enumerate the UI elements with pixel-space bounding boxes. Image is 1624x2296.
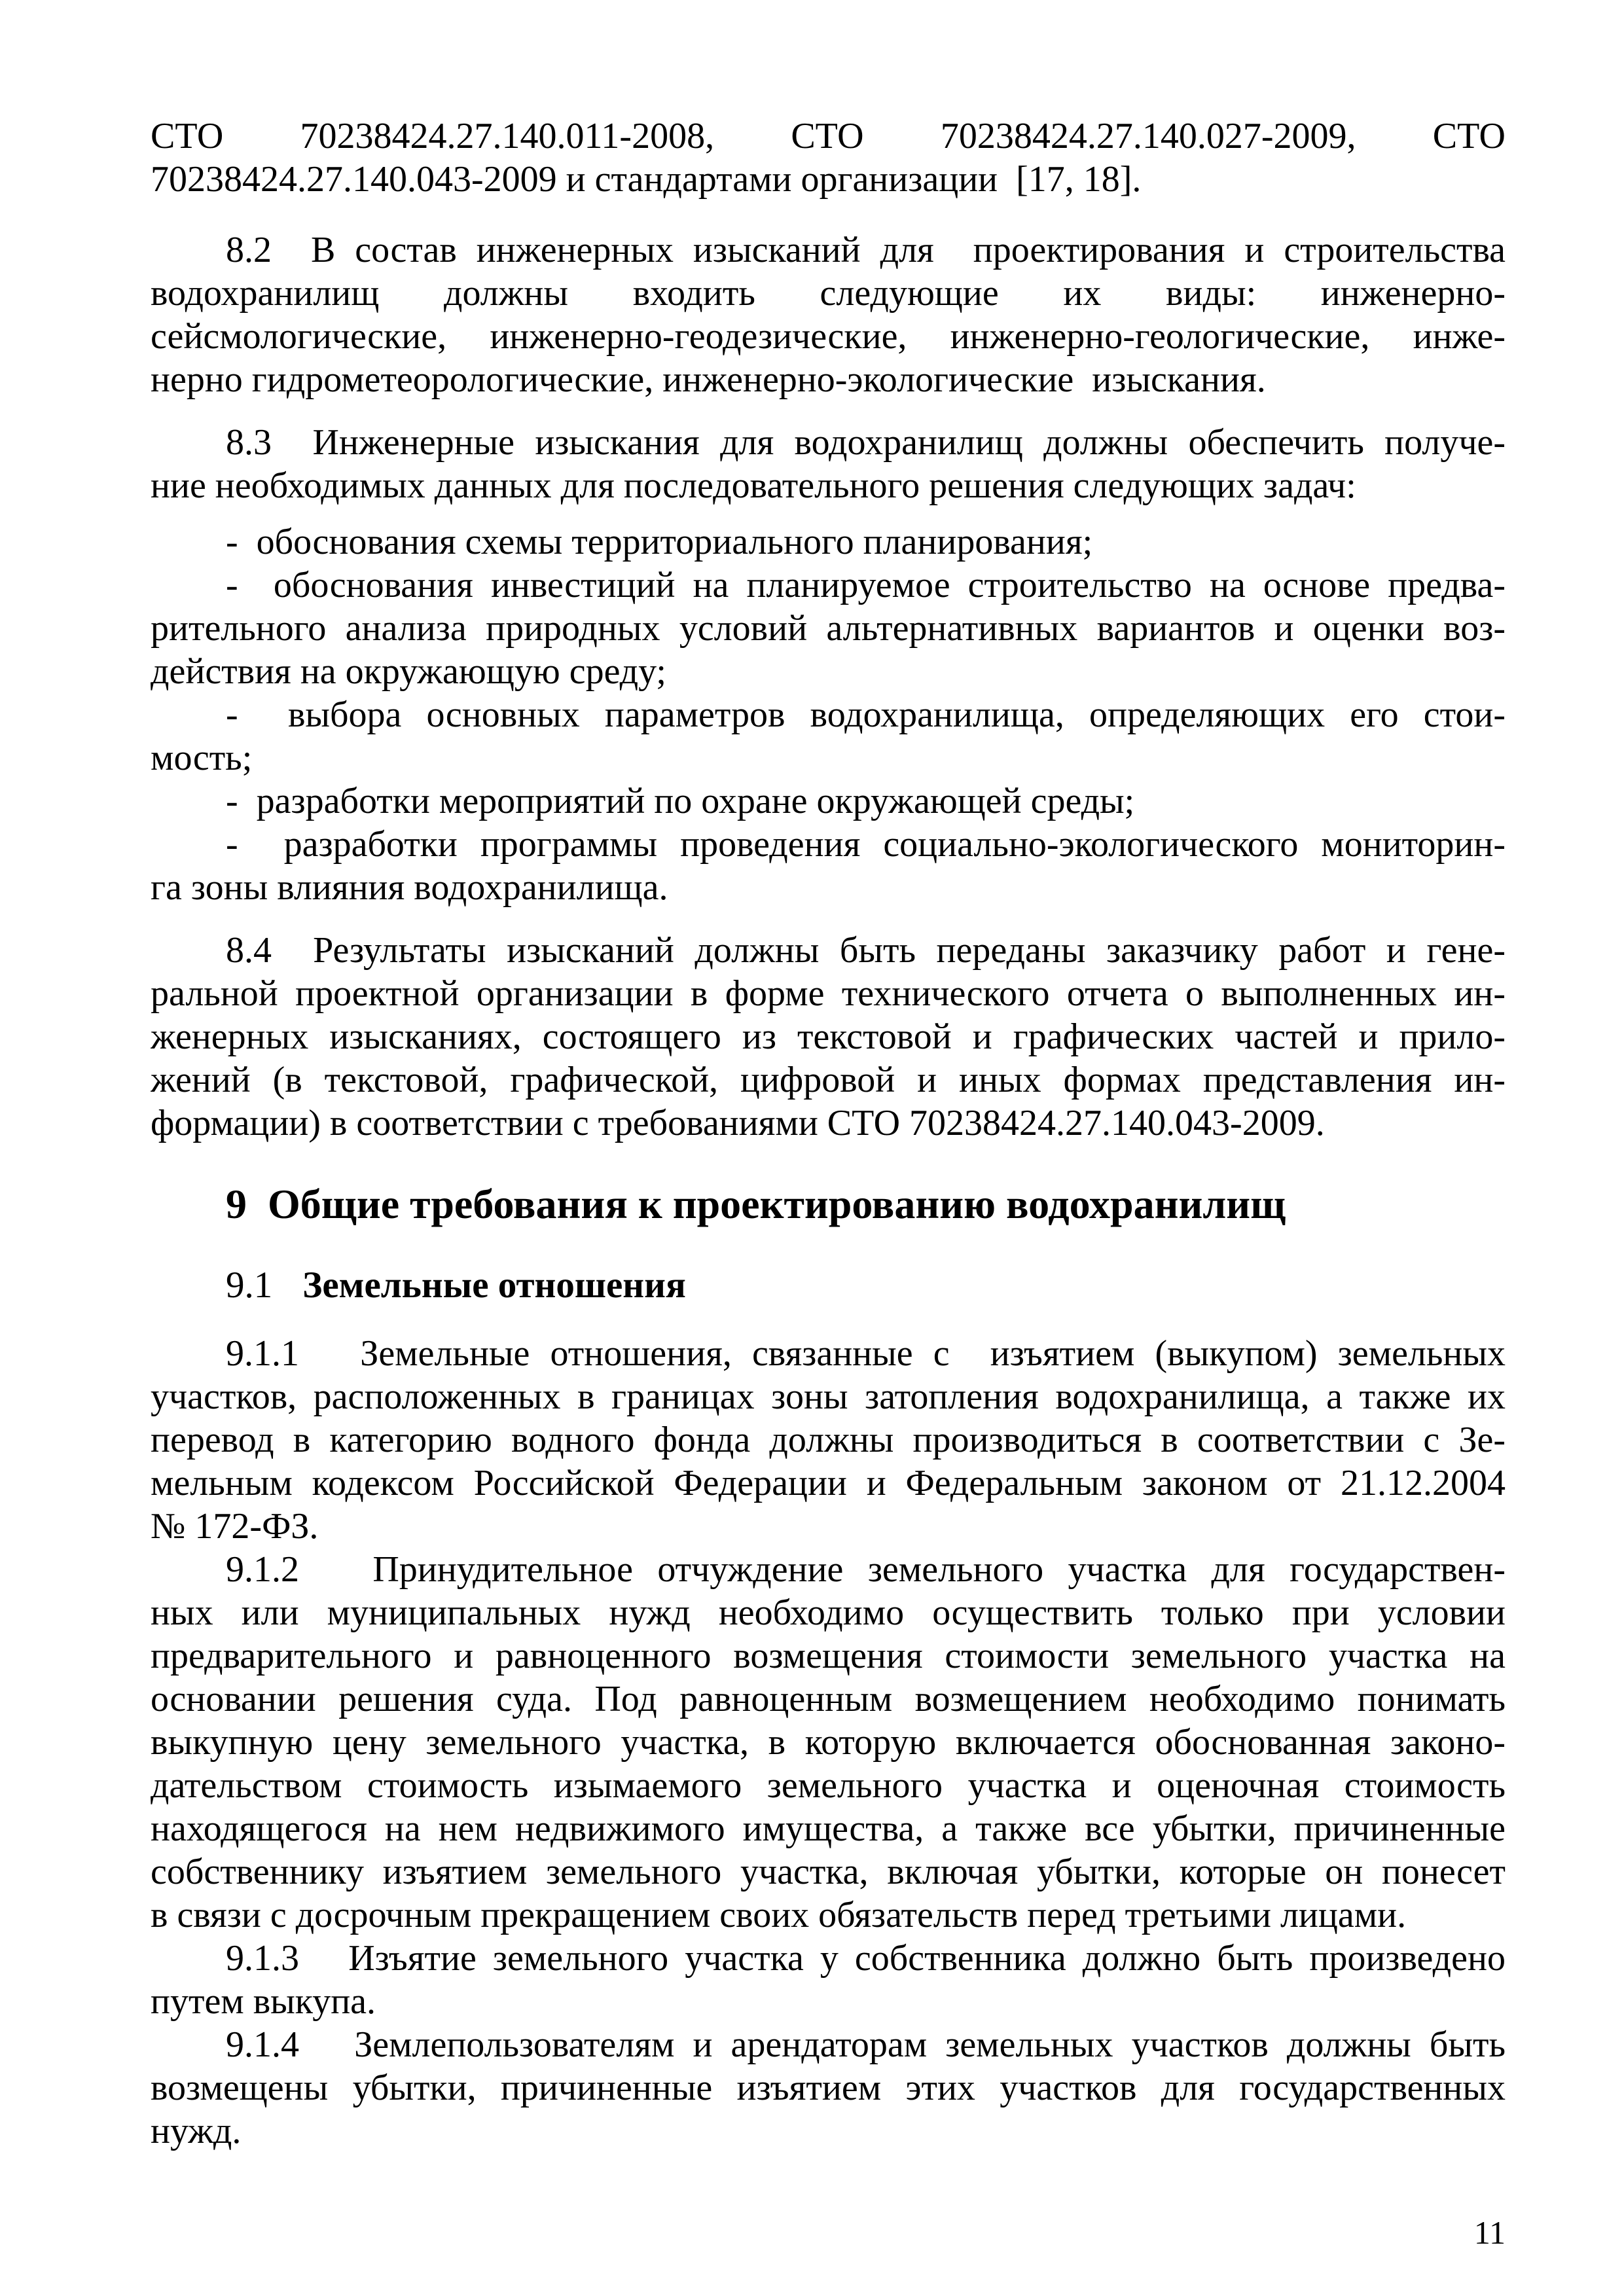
para-sto-references xyxy=(151,115,1506,201)
text-line: 8.3 Инженерные изыскания для водохранилищ должны обеспечить получе- xyxy=(226,422,1506,463)
list-item-reservoir-parameters xyxy=(151,693,1506,780)
section-9-1-heading xyxy=(151,1263,1506,1308)
text-line: женерных изысканиях, состоящего из текстовой и графических частей и прило- xyxy=(151,1016,1506,1057)
para-8-2 xyxy=(151,228,1506,401)
text-line: участков, расположенных в границах зоны затопления водохранилища, а также их xyxy=(151,1376,1506,1417)
para-8-4 xyxy=(151,929,1506,1145)
text-line: перевод в категорию водного фонда должны производиться в соответствии с Зе- xyxy=(151,1420,1506,1460)
text-line: жений (в текстовой, графической, цифровой и иных формах представления ин- xyxy=(151,1060,1506,1100)
text-line: ральной проектной организации в форме технического отчета о выполненных ин- xyxy=(151,973,1506,1014)
para-8-3 xyxy=(151,421,1506,507)
text-line: 70238424.27.140.043-2009 и стандартами организации [17, 18]. xyxy=(151,159,1142,200)
text-line: возмещены убытки, причиненные изъятием этих участков для государственных xyxy=(151,2068,1506,2108)
text-line: сейсмологические, инженерно-геодезические, инженерно-геологические, инже- xyxy=(151,316,1506,357)
text-line: действия на окружающую среду; xyxy=(151,651,666,692)
text-line: выкупную цену земельного участка, в которую включается обоснованная законо- xyxy=(151,1722,1506,1763)
text-line: нужд. xyxy=(151,2111,242,2151)
text-line: СТО 70238424.27.140.011-2008, СТО 70238424.27.140.027-2009, СТО xyxy=(151,116,1506,156)
text-line: собственнику изъятием земельного участка, включая убытки, которые он понесет xyxy=(151,1852,1506,1892)
text-line: формации) в соответствии с требованиями СТО 70238424.27.140.043-2009. xyxy=(151,1103,1325,1143)
text-line: мельным кодексом Российской Федерации и Федеральным законом от 21.12.2004 xyxy=(151,1463,1506,1503)
text-line: - обоснования схемы территориального планирования; xyxy=(226,522,1093,562)
text-line: 8.4 Результаты изысканий должны быть переданы заказчику работ и гене- xyxy=(226,930,1506,971)
list-item-investments xyxy=(151,564,1506,693)
text-line: рительного анализа природных условий альтернативных вариантов и оценки воз- xyxy=(151,608,1506,649)
page-number: 11 xyxy=(1473,2214,1506,2251)
para-9-1-3 xyxy=(151,1937,1506,2023)
text-line: водохранилищ должны входить следующие их виды: инженерно- xyxy=(151,273,1506,314)
para-9-1-4 xyxy=(151,2023,1506,2153)
section-number: 9.1 xyxy=(226,1265,273,1306)
text-line: ных или муниципальных нужд необходимо осуществить только при условии xyxy=(151,1592,1506,1633)
para-9-1-1 xyxy=(151,1332,1506,1548)
text-line: предварительного и равноценного возмещения стоимости земельного участка на xyxy=(151,1636,1506,1676)
section-9-heading: 9 Общие требования к проектированию водохранилищ xyxy=(226,1181,1286,1227)
para-9-1-2 xyxy=(151,1548,1506,1937)
text-line: - выбора основных параметров водохранилища, определяющих его стои- xyxy=(226,694,1506,735)
text-line: ние необходимых данных для последовательного решения следующих задач: xyxy=(151,465,1356,506)
list-item-environment-protection xyxy=(151,780,1506,823)
list-item-territorial-planning xyxy=(151,520,1506,564)
text-line: находящегося на нем недвижимого имущества, а также все убытки, причиненные xyxy=(151,1808,1506,1849)
section-title: Земельные отношения xyxy=(302,1265,686,1306)
page-body xyxy=(151,115,1506,2153)
text-line: основании решения суда. Под равноценным возмещением необходимо понимать xyxy=(151,1679,1506,1719)
text-line: мость; xyxy=(151,738,253,778)
list-item-monitoring-program xyxy=(151,823,1506,909)
text-line: 8.2 В состав инженерных изысканий для проектирования и строительства xyxy=(226,230,1506,270)
text-line: 9.1.2 Принудительное отчуждение земельного участка для государствен- xyxy=(226,1549,1506,1590)
text-line: 9.1.4 Землепользователям и арендаторам земельных участков должны быть xyxy=(226,2024,1506,2065)
text-line: путем выкупа. xyxy=(151,1981,376,2022)
text-line: 9.1.3 Изъятие земельного участка у собственника должно быть произведено xyxy=(226,1938,1506,1979)
text-line: - разработки мероприятий по охране окружающей среды; xyxy=(226,781,1135,821)
text-line: - разработки программы проведения социально-экологического мониторин- xyxy=(226,824,1506,865)
text-line: № 172-ФЗ. xyxy=(151,1506,319,1547)
text-line: га зоны влияния водохранилища. xyxy=(151,867,668,908)
text-line: в связи с досрочным прекращением своих обязательств перед третьими лицами. xyxy=(151,1895,1407,1935)
text-line: 9.1.1 Земельные отношения, связанные с изъятием (выкупом) земельных xyxy=(226,1333,1506,1374)
text-line: дательством стоимость изымаемого земельного участка и оценочная стоимость xyxy=(151,1765,1506,1806)
text-line: нерно гидрометеорологические, инженерно-экологические изыскания. xyxy=(151,359,1266,400)
text-line: - обоснования инвестиций на планируемое строительство на основе предва- xyxy=(226,565,1506,605)
